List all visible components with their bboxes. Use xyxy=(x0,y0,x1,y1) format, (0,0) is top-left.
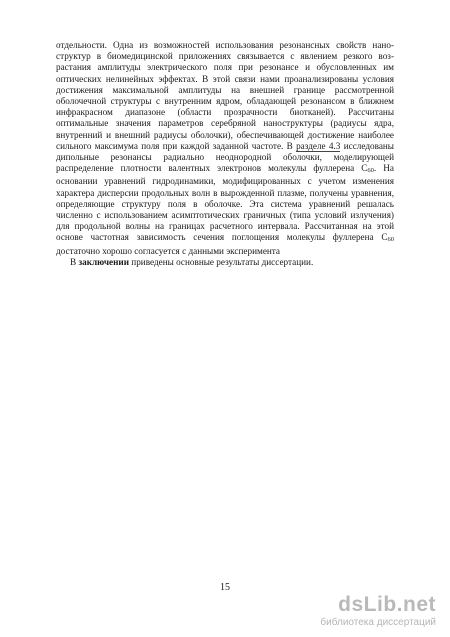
body-text xyxy=(56,40,394,268)
paragraph-2 xyxy=(56,257,394,268)
conclusion-keyword: заключении xyxy=(78,256,129,267)
paragraph-1-part-3: . На основании уравнений гидродинамики, модифицированных с учетом изменения характера дисперсии продольных волн в вырожденной плазме, получены уравнения, определяющие структуру поля в оболочке. Эта система уравнений решалась численно с использованием асимптотических граничных (типа условий излучения) для продольной волны на границах расчетного интервала. Рассчитанная на этой основе частотная зависимость сечения поглощения молекулы фуллерена C xyxy=(56,163,394,243)
subscript-60: 60 xyxy=(367,167,374,175)
subscript-60-second: 60 xyxy=(387,236,394,244)
paragraph-2-lead: В xyxy=(70,256,79,267)
paragraph-1-part-4: достаточно хорошо согласуется с данными эксперимента xyxy=(56,245,281,256)
section-reference-link[interactable]: разделе 4.3 xyxy=(296,140,341,151)
paragraph-2-rest: приведены основные результаты диссертации. xyxy=(128,256,314,267)
paragraph-1-part-1: отдельности. Одна из возможностей использования резонансных свойств наноструктур в биомедицинской приложениях связывается с явлением резкого возрастания амплитуды электрического поля при резонансе и обусловленных им оптических нелинейных эффектах. В этой связи нами проанализированы условия достижения максимальной амплитуды на внешней границе рассмотренной оболочечной структуры с внутренним ядром, обладающей резонансом в ближнем инфракрасном диапазоне (области прозрачности биотканей). Рассчитаны оптимальные значения параметров серебряной наноструктуры (радиусы ядра, внутренний и внешний радиусы оболочки), обеспечивающей достижение наиболее сильного максимума поля при каждой заданной частоте. В xyxy=(56,40,394,151)
watermark-caption: библиотека диссертаций xyxy=(320,617,436,628)
paragraph-1 xyxy=(56,40,394,257)
watermark xyxy=(306,593,436,631)
watermark-logo: dsLib.net xyxy=(338,593,436,616)
paragraph-1-part-2: исследованы дипольные резонансы радиально неоднородной оболочки, моделирующей распределение плотности валентных электронов молекулы фуллерена C xyxy=(56,140,394,174)
page-number: 15 xyxy=(220,582,230,593)
